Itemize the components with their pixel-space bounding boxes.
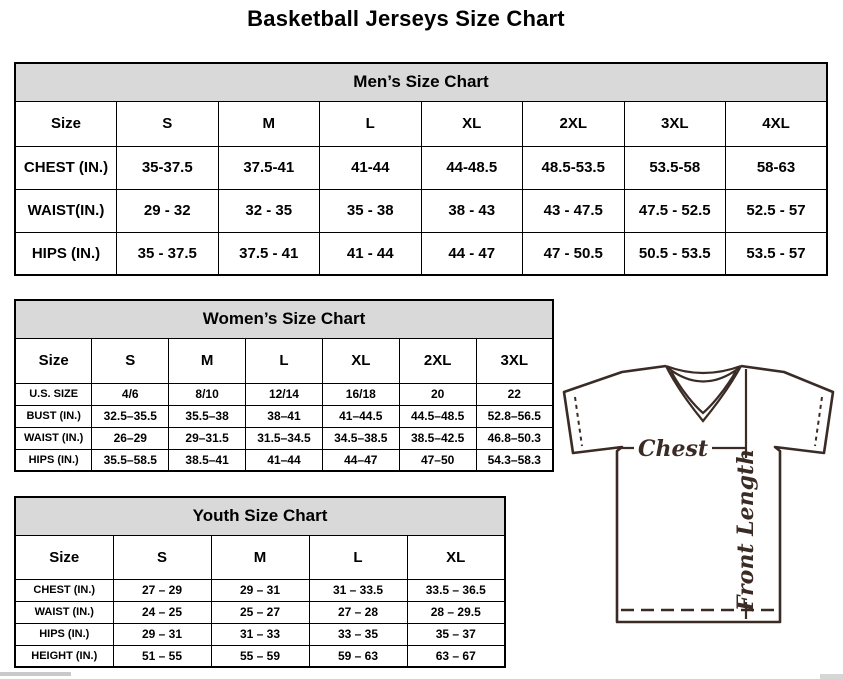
table-cell: 51 – 55 [113, 645, 211, 667]
mens-size-chart-table [14, 62, 828, 276]
table-cell: 34.5–38.5 [322, 427, 399, 449]
table-cell: 33 – 35 [309, 623, 407, 645]
table-cell: 47–50 [399, 449, 476, 471]
table-cell: 53.5-58 [624, 146, 726, 189]
table-cell: 35.5–38 [169, 405, 246, 427]
table-band-row [15, 497, 505, 535]
table-row-chest [15, 146, 827, 189]
row-label: WAIST (IN.) [15, 601, 113, 623]
table-header-row [15, 535, 505, 579]
table-cell: 29–31.5 [169, 427, 246, 449]
row-label: BUST (IN.) [15, 405, 92, 427]
table-row-chest [15, 579, 505, 601]
row-label: HIPS (IN.) [15, 232, 117, 275]
column-header-size: Size [15, 101, 117, 146]
table-cell: 58-63 [726, 146, 828, 189]
table-cell: 24 – 25 [113, 601, 211, 623]
table-cell: 29 – 31 [113, 623, 211, 645]
table-cell: 22 [476, 383, 553, 405]
table-cell: 52.5 - 57 [726, 189, 828, 232]
row-label: WAIST (IN.) [15, 427, 92, 449]
row-label: CHEST (IN.) [15, 579, 113, 601]
table-cell: 38.5–41 [169, 449, 246, 471]
column-header: 2XL [523, 101, 625, 146]
sleeve-stitch-line [575, 397, 582, 446]
column-header: L [320, 101, 422, 146]
sleeve-stitch-line [815, 397, 822, 446]
column-header: S [92, 338, 169, 383]
table-cell: 38.5–42.5 [399, 427, 476, 449]
column-header: XL [421, 101, 523, 146]
column-header: S [117, 101, 219, 146]
table-cell: 4/6 [92, 383, 169, 405]
row-label: WAIST(IN.) [15, 189, 117, 232]
womens-size-chart-table [14, 299, 554, 472]
column-header: 2XL [399, 338, 476, 383]
table-cell: 29 – 31 [211, 579, 309, 601]
table-cell: 35 - 37.5 [117, 232, 219, 275]
table-cell: 54.3–58.3 [476, 449, 553, 471]
row-label: HIPS (IN.) [15, 623, 113, 645]
table-cell: 16/18 [322, 383, 399, 405]
table-row-us-size [15, 383, 553, 405]
table-row-bust [15, 405, 553, 427]
table-cell: 35 – 37 [407, 623, 505, 645]
table-cell: 12/14 [246, 383, 323, 405]
table-row-hips [15, 232, 827, 275]
horizontal-scrollbar-fragment[interactable] [0, 672, 71, 676]
table-cell: 41-44 [320, 146, 422, 189]
table-cell: 41–44.5 [322, 405, 399, 427]
mens-chart-title: Men’s Size Chart [15, 63, 827, 101]
table-cell: 27 – 28 [309, 601, 407, 623]
row-label: HEIGHT (IN.) [15, 645, 113, 667]
column-header: 3XL [476, 338, 553, 383]
front-length-label: Front Length [733, 448, 759, 612]
table-cell: 53.5 - 57 [726, 232, 828, 275]
table-cell: 47.5 - 52.5 [624, 189, 726, 232]
table-row-waist [15, 189, 827, 232]
table-cell: 38–41 [246, 405, 323, 427]
table-row-hips [15, 449, 553, 471]
table-cell: 28 – 29.5 [407, 601, 505, 623]
table-cell: 38 - 43 [421, 189, 523, 232]
jersey-outline [564, 366, 833, 622]
table-row-waist [15, 601, 505, 623]
column-header: XL [407, 535, 505, 579]
horizontal-scrollbar-fragment[interactable] [820, 674, 843, 679]
table-cell: 35 - 38 [320, 189, 422, 232]
table-band-row [15, 300, 553, 338]
table-cell: 32.5–35.5 [92, 405, 169, 427]
table-cell: 52.8–56.5 [476, 405, 553, 427]
table-cell: 46.8–50.3 [476, 427, 553, 449]
table-cell: 31 – 33.5 [309, 579, 407, 601]
table-cell: 44-48.5 [421, 146, 523, 189]
column-header: XL [322, 338, 399, 383]
table-cell: 31.5–34.5 [246, 427, 323, 449]
chest-label: Chest [637, 436, 709, 462]
table-band-row [15, 63, 827, 101]
column-header: M [218, 101, 320, 146]
table-cell: 43 - 47.5 [523, 189, 625, 232]
table-cell: 33.5 – 36.5 [407, 579, 505, 601]
table-cell: 32 - 35 [218, 189, 320, 232]
column-header: M [211, 535, 309, 579]
table-header-row [15, 338, 553, 383]
table-row-hips [15, 623, 505, 645]
table-cell: 63 – 67 [407, 645, 505, 667]
table-cell: 41–44 [246, 449, 323, 471]
table-cell: 48.5-53.5 [523, 146, 625, 189]
table-cell: 55 – 59 [211, 645, 309, 667]
table-cell: 47 - 50.5 [523, 232, 625, 275]
table-cell: 31 – 33 [211, 623, 309, 645]
column-header: 3XL [624, 101, 726, 146]
collar-icon [666, 366, 741, 373]
row-label: HIPS (IN.) [15, 449, 92, 471]
table-cell: 37.5 - 41 [218, 232, 320, 275]
table-cell: 44.5–48.5 [399, 405, 476, 427]
page-title: Basketball Jerseys Size Chart [247, 6, 565, 31]
table-header-row [15, 101, 827, 146]
column-header: S [113, 535, 211, 579]
table-cell: 25 – 27 [211, 601, 309, 623]
row-label: CHEST (IN.) [15, 146, 117, 189]
table-cell: 59 – 63 [309, 645, 407, 667]
column-header-size: Size [15, 535, 113, 579]
column-header-size: Size [15, 338, 92, 383]
table-row-waist [15, 427, 553, 449]
row-label: U.S. SIZE [15, 383, 92, 405]
table-cell: 29 - 32 [117, 189, 219, 232]
table-cell: 20 [399, 383, 476, 405]
jersey-measurement-diagram [556, 360, 841, 660]
womens-chart-title: Women’s Size Chart [15, 300, 553, 338]
table-cell: 50.5 - 53.5 [624, 232, 726, 275]
column-header: L [246, 338, 323, 383]
table-row-height [15, 645, 505, 667]
column-header: M [169, 338, 246, 383]
column-header: L [309, 535, 407, 579]
column-header: 4XL [726, 101, 828, 146]
table-cell: 44 - 47 [421, 232, 523, 275]
table-cell: 41 - 44 [320, 232, 422, 275]
table-cell: 8/10 [169, 383, 246, 405]
youth-size-chart-table [14, 496, 506, 668]
youth-chart-title: Youth Size Chart [15, 497, 505, 535]
table-cell: 26–29 [92, 427, 169, 449]
table-cell: 27 – 29 [113, 579, 211, 601]
table-cell: 37.5-41 [218, 146, 320, 189]
table-cell: 44–47 [322, 449, 399, 471]
table-cell: 35-37.5 [117, 146, 219, 189]
table-cell: 35.5–58.5 [92, 449, 169, 471]
